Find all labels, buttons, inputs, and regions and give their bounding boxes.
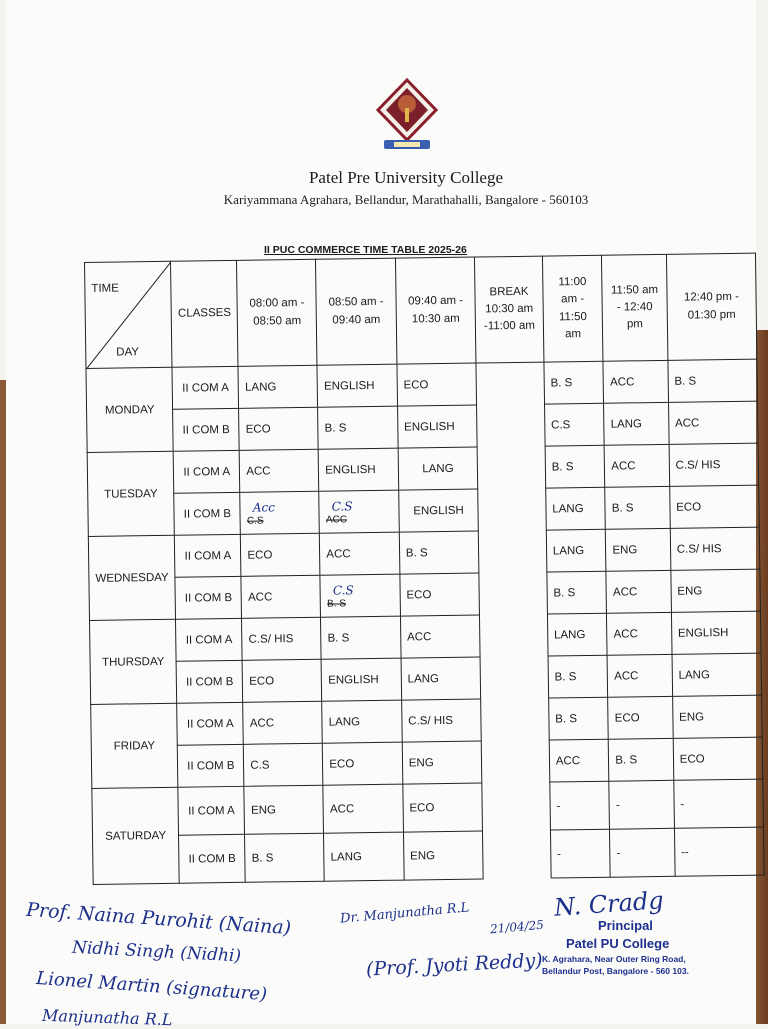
period-cell: LANG bbox=[672, 653, 762, 696]
class-cell: II COM B bbox=[173, 408, 240, 451]
period-cell: LANG bbox=[546, 529, 606, 572]
period-cell: - bbox=[609, 780, 674, 829]
class-cell: II COM B bbox=[176, 660, 243, 703]
class-cell: II COM B bbox=[178, 744, 245, 787]
period-cell: ECO bbox=[608, 696, 673, 739]
period-cell: LANG bbox=[238, 365, 318, 408]
stamp-address-2: Bellandur Post, Bangalore - 560 103. bbox=[542, 966, 689, 976]
period-cell: C.S/ HIS bbox=[670, 527, 760, 570]
period-cell: ENGLISH bbox=[321, 658, 401, 701]
struck-original: ACC bbox=[325, 513, 348, 526]
college-address: Kariyammana Agrahara, Bellandur, Marathahalli, Bangalore - 560103 bbox=[223, 192, 589, 207]
handwritten-correction: C.S bbox=[332, 582, 354, 598]
period-cell: ACC bbox=[243, 701, 323, 744]
period-cell-edited bbox=[319, 490, 399, 533]
period-cell: ENG bbox=[606, 528, 671, 571]
period-cell: ECO bbox=[669, 485, 759, 528]
period-cell: ACC bbox=[668, 401, 758, 444]
period-cell: - bbox=[610, 828, 675, 877]
class-cell: II COM A bbox=[175, 534, 242, 577]
period-cell: ECO bbox=[397, 363, 477, 406]
class-cell: II COM A bbox=[173, 450, 240, 493]
period-cell: B. S bbox=[544, 361, 604, 404]
principal-signature: N. Cradg bbox=[553, 886, 665, 922]
period-cell: ACC bbox=[606, 570, 671, 613]
period-cell: LANG bbox=[398, 447, 478, 490]
period-cell: B. S bbox=[548, 697, 608, 740]
period-cell: LANG bbox=[604, 402, 669, 445]
period-cell: ENG bbox=[672, 695, 762, 738]
period-cell: ACC bbox=[607, 654, 672, 697]
slot-header-3: 09:40 am - 10:30 am bbox=[395, 257, 476, 364]
period-cell: ACC bbox=[607, 612, 672, 655]
period-cell: ACC bbox=[320, 532, 400, 575]
time-day-corner bbox=[85, 261, 173, 368]
period-cell: ECO bbox=[239, 407, 319, 450]
period-cell: B. S bbox=[605, 486, 670, 529]
period-cell: ACC bbox=[549, 739, 609, 782]
class-cell: II COM A bbox=[178, 786, 245, 835]
timetable-sheet bbox=[6, 0, 756, 1029]
stamp-title: Principal bbox=[598, 918, 653, 933]
period-cell: B. S bbox=[548, 655, 608, 698]
period-cell: B. S bbox=[545, 445, 605, 488]
period-cell: ECO bbox=[673, 737, 763, 780]
signature-line-6: (Prof. Jyoti Reddy) bbox=[365, 949, 544, 981]
class-cell: II COM A bbox=[176, 618, 243, 661]
signature-line-1: Prof. Naina Purohit (Naina) bbox=[25, 898, 292, 940]
class-cell: II COM B bbox=[175, 576, 242, 619]
period-cell: ENG bbox=[403, 831, 483, 880]
period-cell: ACC bbox=[241, 575, 321, 618]
header-row bbox=[85, 253, 757, 368]
period-cell: LANG bbox=[324, 832, 404, 881]
period-cell: ACC bbox=[323, 784, 403, 833]
period-cell: B. S bbox=[321, 616, 401, 659]
college-logo bbox=[376, 78, 438, 158]
table-row bbox=[93, 827, 765, 884]
period-cell: - bbox=[550, 829, 610, 878]
day-cell-tuesday: TUESDAY bbox=[87, 451, 174, 536]
period-cell: ACC bbox=[400, 615, 480, 658]
slot-header-6: 12:40 pm - 01:30 pm bbox=[666, 253, 757, 360]
day-cell-wednesday: WEDNESDAY bbox=[88, 535, 175, 620]
period-cell: - bbox=[674, 779, 764, 828]
period-cell: ECO bbox=[241, 533, 321, 576]
timetable-title: II PUC COMMERCE TIME TABLE 2025-26 bbox=[264, 244, 467, 256]
period-cell: B. S bbox=[245, 833, 325, 882]
period-cell: C.S/ HIS bbox=[242, 617, 322, 660]
signature-line-5: Dr. Manjunatha R.L bbox=[339, 900, 470, 927]
period-cell: B. S bbox=[318, 406, 398, 449]
period-cell: B. S bbox=[547, 571, 607, 614]
break-header: BREAK 10:30 am -11:00 am bbox=[475, 256, 544, 363]
class-cell: II COM A bbox=[177, 702, 244, 745]
period-cell: ENGLISH bbox=[317, 364, 397, 407]
stamp-college: Patel PU College bbox=[566, 936, 670, 951]
classes-header: CLASSES bbox=[171, 260, 239, 367]
slot-header-4: 11:00 am - 11:50 am bbox=[542, 255, 603, 362]
corner-day-label: DAY bbox=[116, 345, 140, 359]
period-cell: ENGLISH bbox=[318, 448, 398, 491]
period-cell: C.S bbox=[544, 403, 604, 446]
handwritten-correction: Acc bbox=[252, 499, 275, 515]
period-cell: - bbox=[550, 781, 610, 830]
class-cell: II COM A bbox=[172, 366, 239, 409]
day-cell-monday: MONDAY bbox=[86, 367, 173, 452]
period-cell: B. S bbox=[609, 738, 674, 781]
signature-line-2: Nidhi Singh (Nidhi) bbox=[71, 937, 242, 967]
period-cell-edited bbox=[240, 491, 320, 534]
period-cell: ENGLISH bbox=[398, 489, 478, 532]
period-cell: LANG bbox=[547, 613, 607, 656]
period-cell: ECO bbox=[242, 659, 322, 702]
college-name: Patel Pre University College bbox=[308, 168, 504, 187]
period-cell: C.S bbox=[244, 743, 324, 786]
period-cell: ECO bbox=[400, 573, 480, 616]
slot-header-1: 08:00 am - 08:50 am bbox=[237, 259, 317, 366]
class-cell: II COM B bbox=[174, 492, 241, 535]
period-cell: ENGLISH bbox=[671, 611, 761, 654]
signature-line-3: Lionel Martin (signature) bbox=[35, 967, 268, 1006]
period-cell: ACC bbox=[603, 360, 668, 403]
period-cell: LANG bbox=[545, 487, 605, 530]
break-column bbox=[476, 362, 551, 879]
period-cell: ENGLISH bbox=[397, 405, 477, 448]
period-cell: ENG bbox=[244, 785, 324, 834]
period-cell: C.S/ HIS bbox=[401, 699, 481, 742]
period-cell: B. S bbox=[668, 359, 758, 402]
day-cell-saturday: SATURDAY bbox=[92, 787, 180, 884]
period-cell: ENG bbox=[671, 569, 761, 612]
struck-original: C.S bbox=[246, 515, 264, 527]
stamp-address-1: K. Agrahara, Near Outer Ring Road, bbox=[542, 954, 686, 964]
day-cell-thursday: THURSDAY bbox=[90, 619, 177, 704]
signature-date: 21/04/25 bbox=[489, 917, 545, 937]
period-cell: LANG bbox=[322, 700, 402, 743]
period-cell: LANG bbox=[401, 657, 481, 700]
timetable-table bbox=[84, 253, 765, 885]
class-cell: II COM B bbox=[179, 834, 246, 883]
period-cell: ACC bbox=[239, 449, 319, 492]
signature-line-4: Manjunatha R.L bbox=[41, 1005, 173, 1029]
period-cell: B. S bbox=[399, 531, 479, 574]
period-cell: ECO bbox=[403, 783, 483, 832]
handwritten-correction: C.S bbox=[331, 498, 353, 514]
period-cell: ENG bbox=[402, 741, 482, 784]
slot-header-2: 08:50 am - 09:40 am bbox=[316, 258, 397, 365]
period-cell: C.S/ HIS bbox=[669, 443, 759, 486]
period-cell-edited bbox=[320, 574, 400, 617]
struck-original: B. S bbox=[326, 597, 347, 610]
corner-time-label: TIME bbox=[91, 282, 119, 295]
slot-header-5: 11:50 am - 12:40 pm bbox=[602, 254, 668, 361]
period-cell: ECO bbox=[323, 742, 403, 785]
day-cell-friday: FRIDAY bbox=[91, 703, 178, 788]
period-cell: ACC bbox=[604, 444, 669, 487]
period-cell: -- bbox=[674, 827, 764, 876]
